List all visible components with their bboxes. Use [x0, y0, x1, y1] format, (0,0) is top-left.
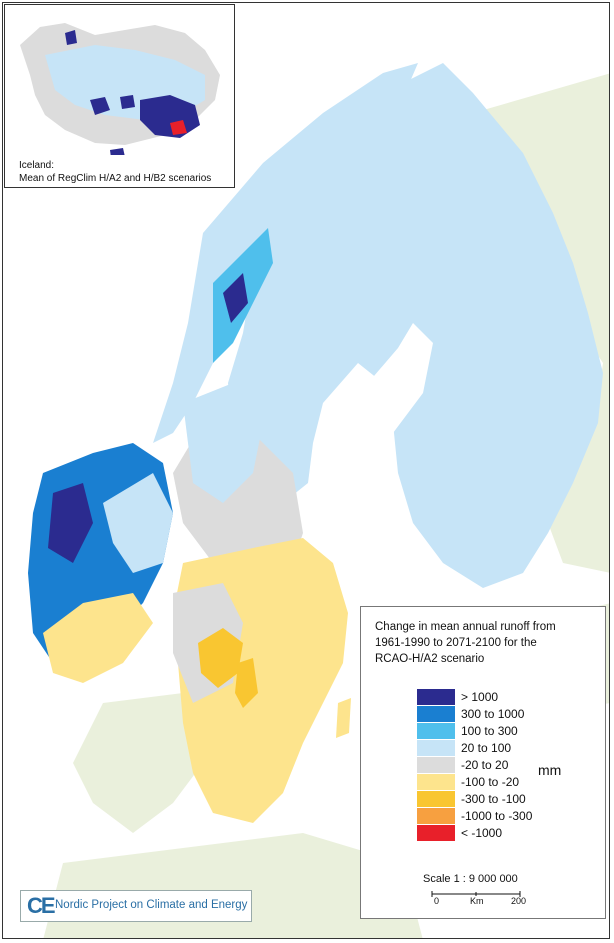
logo-text: Nordic Project on Climate and Energy [55, 899, 248, 911]
legend-unit: mm [538, 762, 562, 778]
inset-caption-line2: Mean of RegClim H/A2 and H/B2 scenarios [19, 173, 212, 184]
legend-label: -100 to -20 [461, 775, 520, 789]
inset-caption [19, 159, 211, 185]
logo-box [20, 890, 252, 922]
legend-label: -1000 to -300 [461, 809, 533, 823]
scale-tick-right: 200 [511, 896, 527, 906]
legend-label: < -1000 [461, 826, 503, 840]
legend-swatch [417, 791, 455, 808]
legend-swatch [417, 757, 455, 774]
legend-title-line2: 1961-1990 to 2071-2100 for the [375, 637, 537, 649]
legend-title-line3: RCAO-H/A2 scenario [375, 653, 485, 665]
legend-swatch [417, 723, 455, 740]
legend-label: -20 to 20 [461, 758, 509, 772]
legend-label: > 1000 [461, 690, 499, 704]
scale-tick-middle: Km [470, 896, 484, 906]
inset-caption-line1: Iceland: [19, 160, 55, 171]
legend-swatch [417, 706, 455, 723]
legend-label: 100 to 300 [461, 724, 518, 738]
legend-label: 300 to 1000 [461, 707, 525, 721]
iceland-hofsjokull [120, 95, 135, 109]
legend-swatch [417, 740, 455, 757]
legend-swatch [417, 825, 455, 842]
legend-box [360, 606, 606, 919]
ce-logo-icon: CE [27, 893, 54, 918]
legend-label: -300 to -100 [461, 792, 526, 806]
legend-swatch [417, 808, 455, 825]
legend-title-line1: Change in mean annual runoff from [375, 621, 556, 633]
scale-tick-left: 0 [434, 896, 440, 906]
iceland-inset [4, 4, 235, 188]
legend-label: 20 to 100 [461, 741, 512, 755]
iceland-map [5, 5, 234, 155]
region-gotland [336, 698, 351, 738]
legend-title [375, 619, 595, 667]
legend-swatch [417, 774, 455, 791]
scale-text: Scale 1 : 9 000 000 [423, 873, 518, 885]
legend-swatch [417, 689, 455, 706]
iceland-myrdalsjokull [110, 148, 125, 155]
